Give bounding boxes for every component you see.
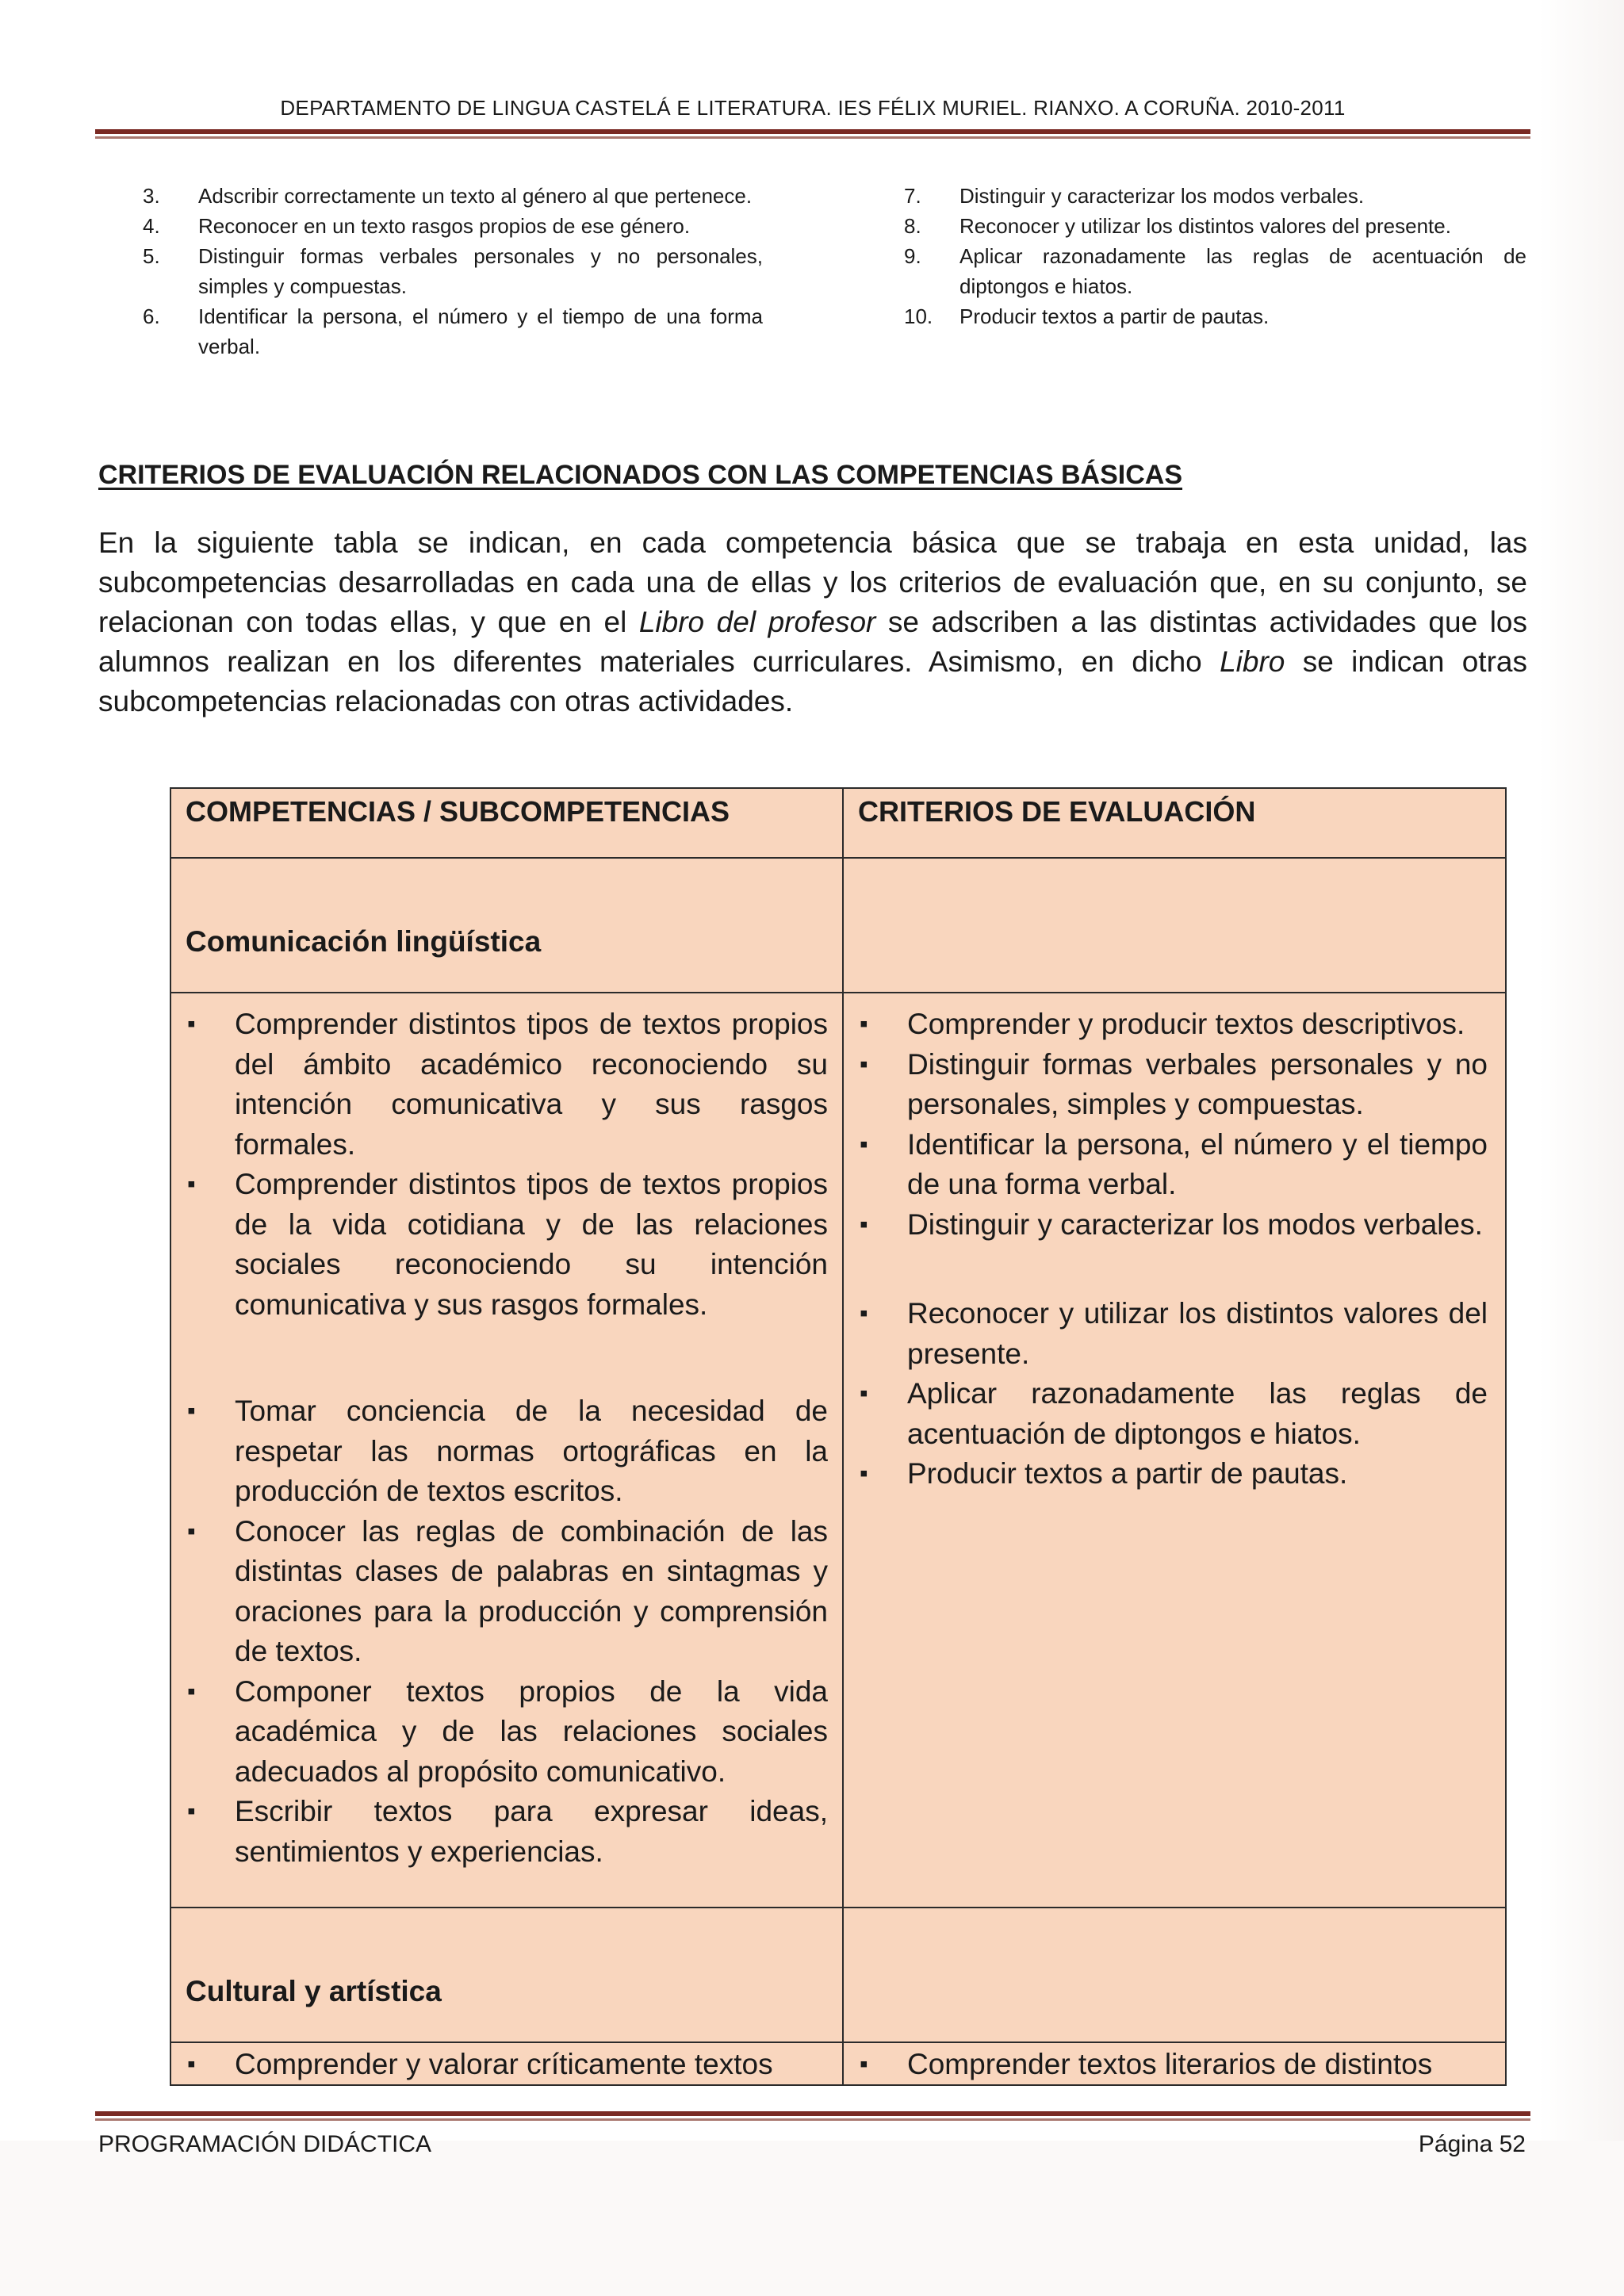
list-item: ▪ Producir textos a partir de pautas. bbox=[858, 1454, 1488, 1494]
intro-emphasis: Libro del profesor bbox=[638, 606, 876, 638]
list-item: ▪ Aplicar razonadamente las reglas de acentuación de diptongos e hiatos. bbox=[858, 1374, 1488, 1454]
list-item: ▪ Escribir textos para expresar ideas, sentimientos y experiencias. bbox=[186, 1792, 828, 1872]
objective-text: Identificar la persona, el número y el tiempo de una forma verbal. bbox=[198, 304, 763, 358]
table-row bbox=[171, 857, 1505, 992]
column-header-criterios: CRITERIOS DE EVALUACIÓN bbox=[858, 795, 1256, 828]
table-row bbox=[171, 1907, 1505, 2042]
list-item: ▪ Tomar conciencia de la necesidad de respetar las normas ortográficas en la producción de textos escritos. bbox=[186, 1391, 828, 1512]
objective-item bbox=[143, 301, 763, 362]
page-bottom-area bbox=[0, 2141, 1624, 2296]
subcompetencias-list bbox=[171, 2043, 842, 2084]
objective-text: Distinguir y caracterizar los modos verbales. bbox=[959, 184, 1365, 208]
criterios-list bbox=[844, 993, 1502, 1494]
objectives-list-right bbox=[904, 181, 1526, 331]
objective-number: 7. bbox=[904, 184, 921, 208]
objective-item bbox=[143, 241, 763, 301]
intro-text: En la siguiente tabla se indican, en cada competencia básica que se trabaja en esta unidad, las subcompetencias desarrolladas en cada una de ellas y los criterios de evaluación que, en su conjunto, se relacionan con todas ellas, y que en el bbox=[98, 526, 1527, 638]
column-header-competencias: COMPETENCIAS / SUBCOMPETENCIAS bbox=[171, 789, 844, 857]
objective-number: 10. bbox=[904, 304, 933, 328]
table-row bbox=[171, 992, 1505, 1907]
competence-name: Cultural y artística bbox=[171, 1908, 844, 2042]
objective-item bbox=[904, 241, 1526, 301]
objectives-list-left bbox=[143, 181, 763, 362]
table-header-row bbox=[171, 789, 1505, 857]
objective-number: 8. bbox=[904, 214, 921, 238]
section-title: CRITERIOS DE EVALUACIÓN RELACIONADOS CON LAS COMPETENCIAS BÁSICAS bbox=[98, 460, 1183, 490]
intro-emphasis: Libro bbox=[1220, 645, 1285, 678]
objective-item bbox=[904, 181, 1526, 211]
objective-text: Aplicar razonadamente las reglas de acentuación de diptongos e hiatos. bbox=[959, 244, 1526, 298]
list-item: ▪ Distinguir formas verbales personales y no personales, simples y compuestas. bbox=[858, 1045, 1488, 1125]
subcompetencias-cell bbox=[171, 993, 844, 1907]
objective-item bbox=[904, 211, 1526, 241]
subcompetencias-cell bbox=[171, 2043, 844, 2084]
list-item: ▪ Comprender distintos tipos de textos propios de la vida cotidiana y de las relaciones sociales reconociendo su intención comunicativa y sus rasgos formales. bbox=[186, 1165, 828, 1325]
objective-text: Reconocer en un texto rasgos propios de ese género. bbox=[198, 214, 691, 238]
criterios-cell bbox=[844, 993, 1502, 1907]
header-rule-thin bbox=[95, 136, 1530, 139]
criteria-table bbox=[170, 787, 1507, 2086]
list-item: ▪ Componer textos propios de la vida académica y de las relaciones sociales adecuados al propósito comunicativo. bbox=[186, 1672, 828, 1793]
objective-text: Producir textos a partir de pautas. bbox=[959, 304, 1270, 328]
objective-number: 5. bbox=[143, 244, 160, 268]
objective-number: 9. bbox=[904, 244, 921, 268]
objective-item bbox=[143, 181, 763, 211]
list-item: ▪ Distinguir y caracterizar los modos verbales. bbox=[858, 1205, 1488, 1246]
list-item: ▪ Comprender y producir textos descriptivos. bbox=[858, 1004, 1488, 1045]
list-item: ▪ Comprender distintos tipos de textos propios del ámbito académico reconociendo su intención comunicativa y sus rasgos formales. bbox=[186, 1004, 828, 1165]
objective-number: 4. bbox=[143, 214, 160, 238]
competence-name: Comunicación lingüística bbox=[171, 859, 844, 992]
list-item: ▪ Conocer las reglas de combinación de las distintas clases de palabras en sintagmas y oraciones para la producción y comprensión de textos. bbox=[186, 1512, 828, 1672]
intro-text: se indican otras subcompetencias relacionadas con otras actividades. bbox=[98, 645, 1527, 718]
objective-item bbox=[904, 301, 1526, 331]
list-item: ▪ Comprender textos literarios de distintos bbox=[858, 2045, 1488, 2084]
subcompetencias-list bbox=[171, 993, 842, 1872]
objective-text: Adscribir correctamente un texto al género al que pertenece. bbox=[198, 184, 753, 208]
list-item: ▪ Identificar la persona, el número y el tiempo de una forma verbal. bbox=[858, 1125, 1488, 1205]
page-number: Página 52 bbox=[1418, 2131, 1526, 2157]
footer-rule bbox=[95, 2111, 1530, 2116]
objective-number: 3. bbox=[143, 184, 160, 208]
objective-text: Distinguir formas verbales personales y no personales, simples y compuestas. bbox=[198, 244, 763, 298]
footer-title: PROGRAMACIÓN DIDÁCTICA bbox=[98, 2131, 432, 2157]
page-header: DEPARTAMENTO DE LINGUA CASTELÁ E LITERATURA. IES FÉLIX MURIEL. RIANXO. A CORUÑA. 2010-2011 bbox=[280, 96, 1346, 120]
intro-paragraph bbox=[98, 523, 1527, 721]
table-row bbox=[171, 2042, 1505, 2084]
empty-cell bbox=[844, 859, 1502, 992]
criterios-cell bbox=[844, 2043, 1502, 2084]
list-item: ▪ Comprender y valorar críticamente textos bbox=[186, 2045, 828, 2084]
criterios-list bbox=[844, 2043, 1502, 2084]
empty-cell bbox=[844, 1908, 1502, 2042]
objective-item bbox=[143, 211, 763, 241]
list-item: ▪ Reconocer y utilizar los distintos valores del presente. bbox=[858, 1294, 1488, 1374]
intro-text: se adscriben a las distintas actividades que los alumnos realizan en los diferentes materiales curriculares. Asimismo, en dicho bbox=[98, 606, 1527, 678]
objective-number: 6. bbox=[143, 304, 160, 328]
objective-text: Reconocer y utilizar los distintos valores del presente. bbox=[959, 214, 1451, 238]
header-rule bbox=[95, 129, 1530, 134]
footer-rule-thin bbox=[95, 2118, 1530, 2121]
